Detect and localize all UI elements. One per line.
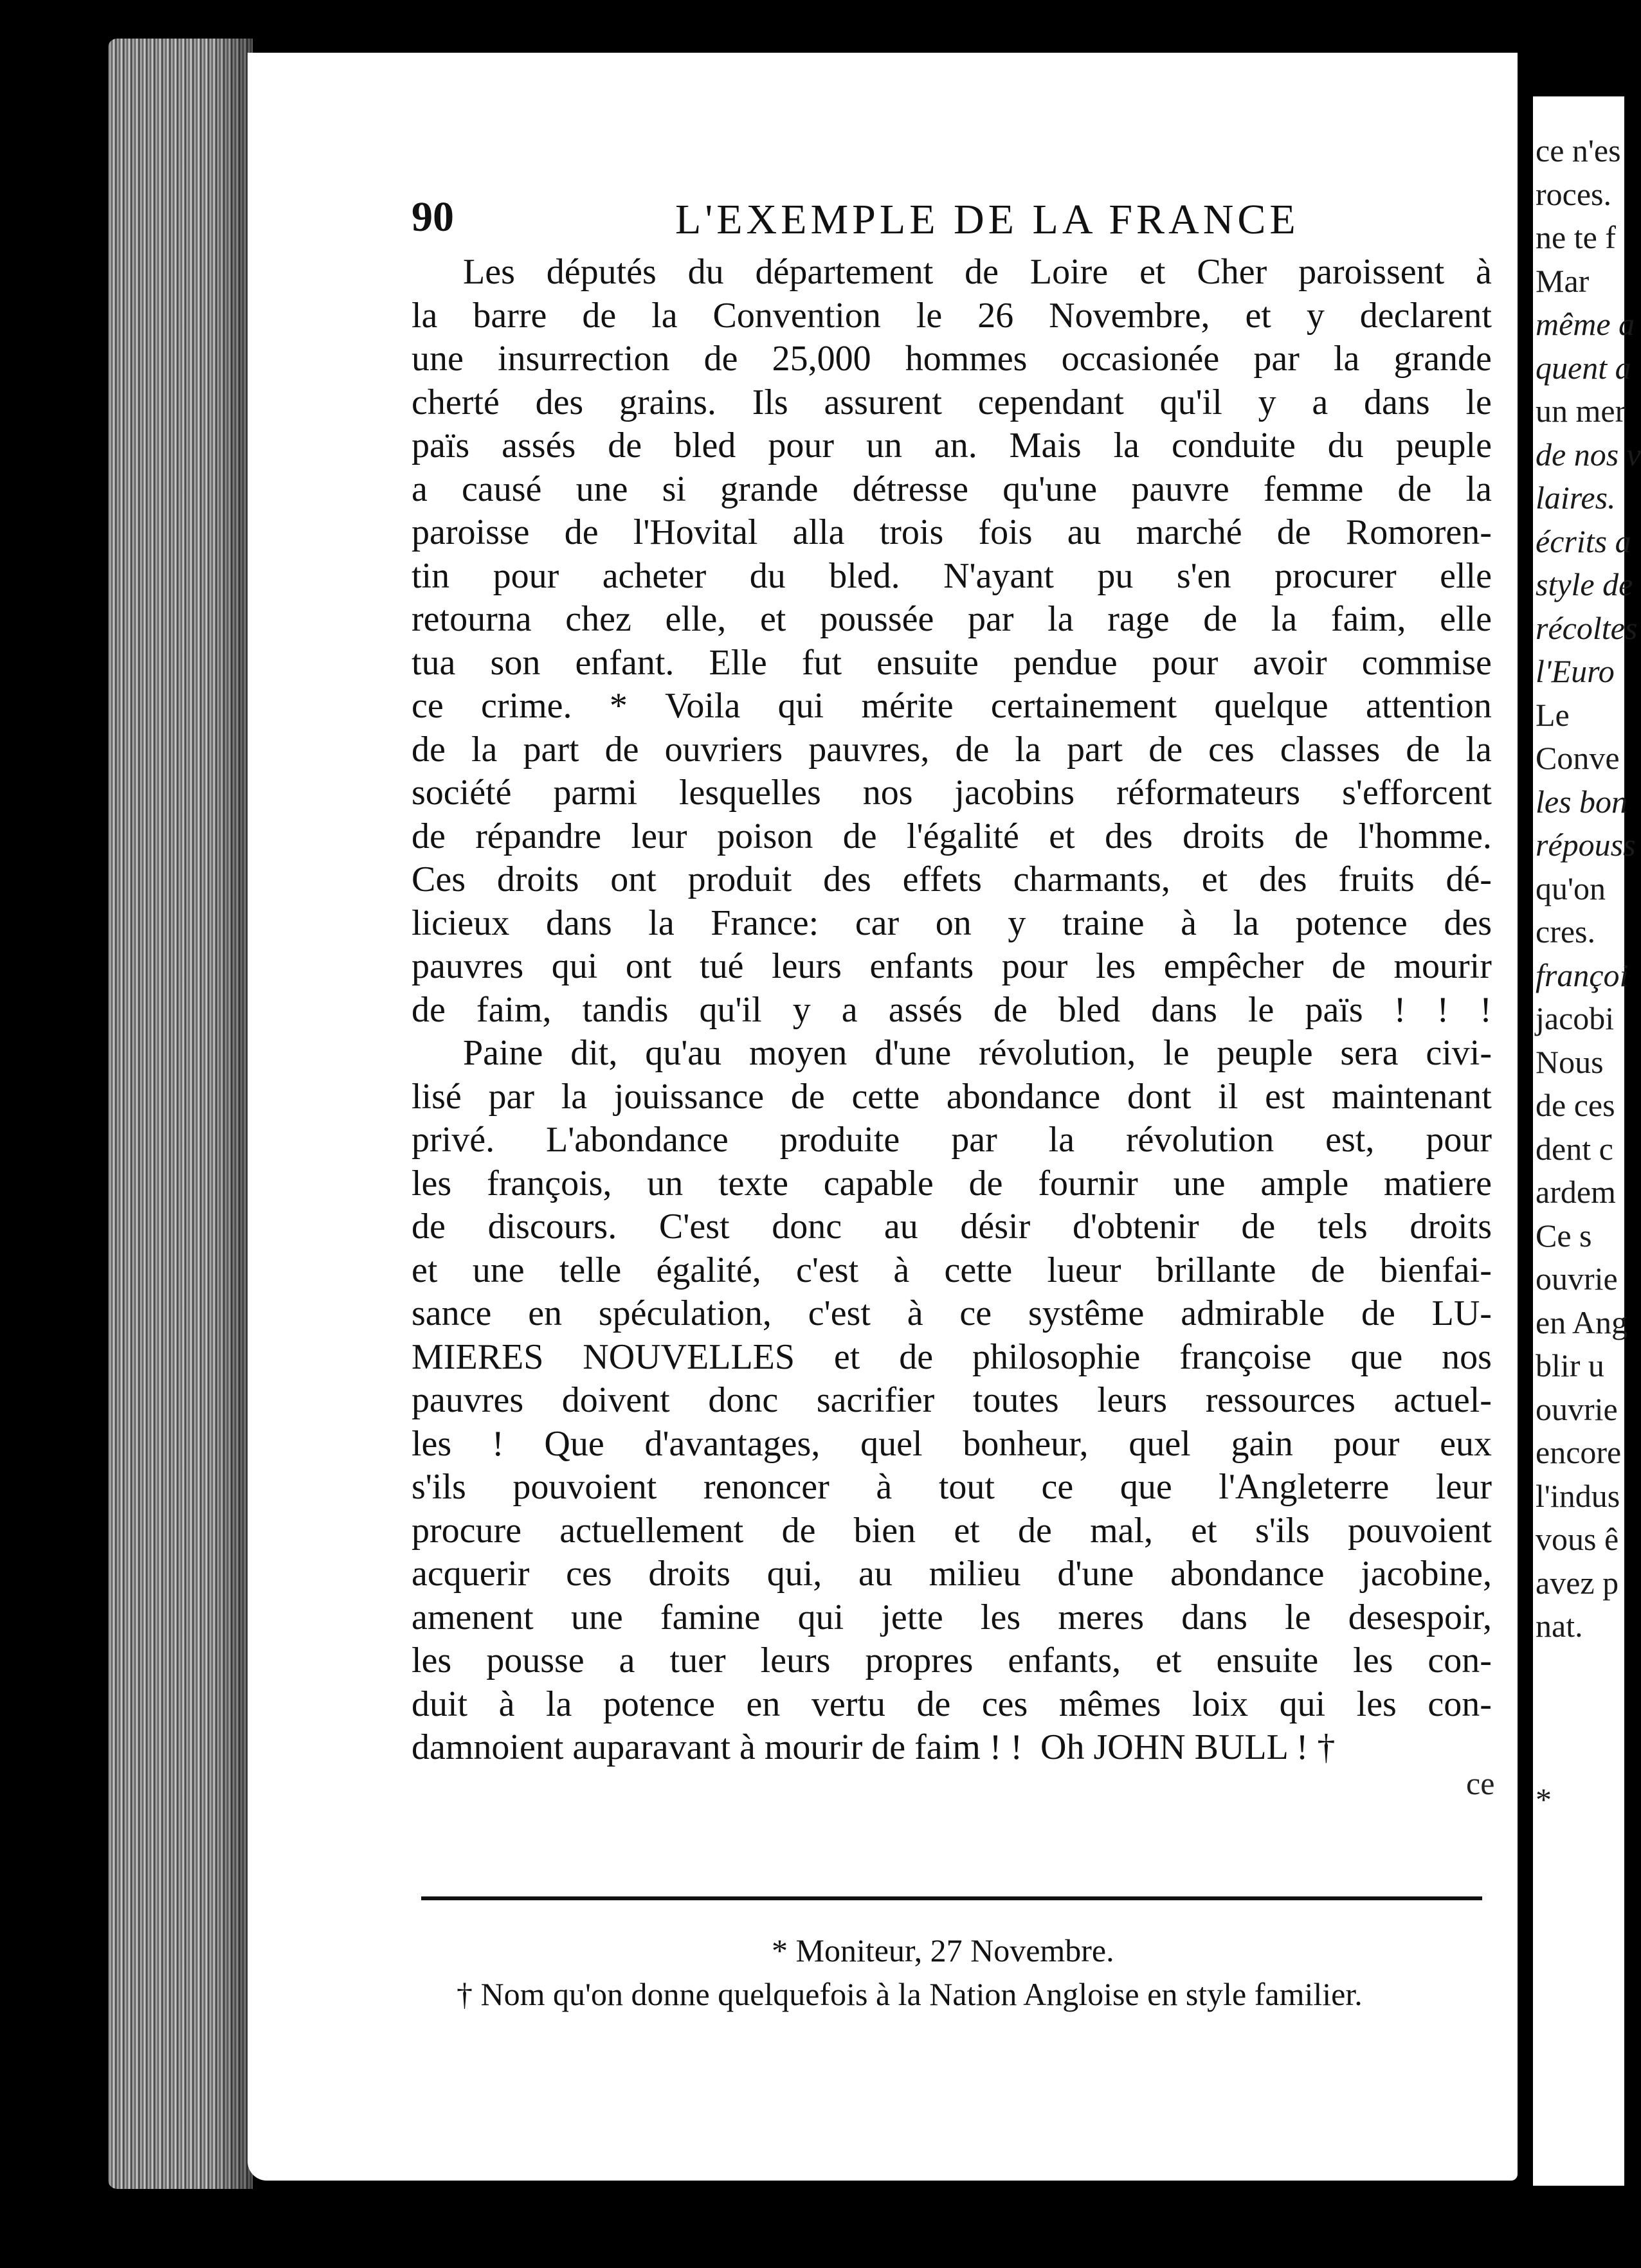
text-line: privé. L'abondance produite par la révolution est, pour (412, 1120, 1492, 1160)
next-page-line: répouss (1536, 827, 1636, 863)
next-page-line: vous ê (1536, 1521, 1619, 1557)
text-line: acquerir ces droits qui, au milieu d'une abondance jacobine, (412, 1554, 1492, 1594)
next-page-line: l'indus (1536, 1477, 1620, 1514)
next-page-line: ne te f (1536, 219, 1616, 255)
text-line: païs assés de bled pour un an. Mais la conduite du peuple (412, 426, 1492, 465)
next-page-line: quent a (1536, 349, 1631, 386)
text-line: cherté des grains. Ils assurent cependant qu'il y a dans le (412, 382, 1492, 422)
next-page-line: roces. (1536, 176, 1611, 212)
text-line: s'ils pouvoient renoncer à tout ce que l'Angleterre leur (412, 1467, 1492, 1507)
text-line: damnoient auparavant à mourir de faim ! ! Oh JOHN BULL ! † (412, 1727, 1336, 1767)
running-title: L'EXEMPLE DE LA FRANCE (675, 196, 1300, 243)
next-page-line: écrits a (1536, 523, 1631, 559)
text-line: les pousse a tuer leurs propres enfants, et ensuite les con- (412, 1641, 1492, 1680)
next-page-line: * (1536, 1781, 1552, 1817)
body-text (412, 251, 1492, 1770)
next-page-line: encore (1536, 1434, 1622, 1470)
page-header (412, 193, 1337, 244)
text-line: Ces droits ont produit des effets charmants, et des fruits dé- (412, 860, 1492, 899)
text-line: tin pour acheter du bled. N'ayant pu s'en procurer elle (412, 555, 1492, 596)
next-page-line: l'Euro (1536, 653, 1615, 689)
next-page-line: qu'on (1536, 870, 1606, 906)
next-page-line: françoi (1536, 957, 1629, 993)
next-page-line: Le (1536, 696, 1570, 733)
text-line: pauvres qui ont tué leurs enfants pour les empêcher de mourir (412, 946, 1492, 986)
next-page-line: avez p (1536, 1564, 1619, 1601)
next-page-line: laires. (1536, 480, 1616, 516)
text-line: les françois, un texte capable de fournir une ample matiere (412, 1163, 1492, 1203)
next-page-line: blir u (1536, 1347, 1604, 1383)
gutter (1519, 77, 1533, 2186)
next-page-line: Nous (1536, 1043, 1604, 1080)
next-page-line: dent c (1536, 1130, 1613, 1167)
next-page-line: récoltes (1536, 609, 1638, 646)
next-page-line: ouvrie (1536, 1390, 1618, 1427)
next-page-line: cres. (1536, 914, 1595, 950)
text-line: tua son enfant. Elle fut ensuite pendue pour avoir commise (412, 642, 1492, 683)
text-line: les ! Que d'avantages, quel bonheur, quel gain pour eux (412, 1423, 1492, 1464)
text-line: la barre de la Convention le 26 Novembre, et y declarent (412, 295, 1492, 336)
text-line: Les députés du département de Loire et Cher paroissent à (463, 252, 1492, 292)
text-line: duit à la potence en vertu de ces mêmes loix qui les con- (412, 1684, 1492, 1724)
text-line: retourna chez elle, et poussée par la rage de la faim, elle (412, 599, 1492, 639)
text-line: procure actuellement de bien et de mal, et s'ils pouvoient (412, 1510, 1492, 1551)
next-page-line: ardem (1536, 1174, 1616, 1210)
text-line: de faim, tandis qu'il y a assés de bled dans le païs ! ! ! (412, 989, 1492, 1030)
text-line: lisé par la jouissance de cette abondance dont il est maintenant (412, 1076, 1492, 1117)
next-page-line: de ces (1536, 1087, 1615, 1123)
footnote: † Nom qu'on donne quelquefois à la Nation Angloise en style familier. (457, 1976, 1363, 2012)
text-line: ce crime. * Voila qui mérite certainement quelque attention (412, 686, 1492, 726)
next-page-line: style de (1536, 566, 1633, 602)
catchword: ce (1466, 1765, 1495, 1801)
next-page-line: ouvrie (1536, 1261, 1618, 1297)
text-line: une insurrection de 25,000 hommes occasionée par la grande (412, 339, 1492, 379)
footnote: * Moniteur, 27 Novembre. (772, 1932, 1114, 1968)
text-line: société parmi lesquelles nos jacobins réformateurs s'efforcent (412, 773, 1492, 813)
text-line: paroisse de l'Hovital alla trois fois au marché de Romoren- (412, 512, 1492, 552)
next-page-line: jacobi (1536, 1000, 1615, 1036)
next-page-fragment (1533, 96, 1641, 2186)
next-page-line: Conve (1536, 740, 1620, 776)
text-line: de répandre leur poison de l'égalité et des droits de l'homme. (412, 816, 1492, 856)
text-line: et une telle égalité, c'est à cette lueur brillante de bienfai- (412, 1250, 1492, 1290)
text-line: a causé une si grande détresse qu'une pauvre femme de la (412, 469, 1492, 509)
next-page-line: un mer (1536, 393, 1626, 429)
text-line: de la part de ouvriers pauvres, de la part de ces classes de la (412, 729, 1492, 770)
text-line: pauvres doivent donc sacrifier toutes leurs ressources actuel- (412, 1380, 1492, 1420)
next-page-line: même a (1536, 306, 1635, 342)
next-page-line: nat. (1536, 1608, 1583, 1644)
next-page-line: en Ang (1536, 1304, 1628, 1340)
text-line: de discours. C'est donc au désir d'obtenir de tels droits (412, 1207, 1492, 1246)
next-page-line: Ce s (1536, 1217, 1592, 1254)
text-line: sance en spéculation, c'est à ce systême admirable de LU- (412, 1293, 1492, 1333)
next-page-line: Mar (1536, 262, 1590, 299)
footnote-rule (421, 1896, 1482, 1900)
text-line: amenent une famine qui jette les meres dans le desespoir, (412, 1597, 1492, 1637)
page-number: 90 (412, 194, 454, 240)
next-page-line: de nos v (1536, 436, 1641, 473)
text-line: licieux dans la France: car on y traine à la potence des (412, 903, 1492, 943)
next-page-line: les bon (1536, 783, 1628, 820)
text-line: Paine dit, qu'au moyen d'une révolution, le peuple sera civi- (463, 1033, 1492, 1073)
next-page-line: ce n'es (1536, 132, 1621, 168)
text-line: MIERES NOUVELLES et de philosophie françoise que nos (412, 1336, 1492, 1377)
